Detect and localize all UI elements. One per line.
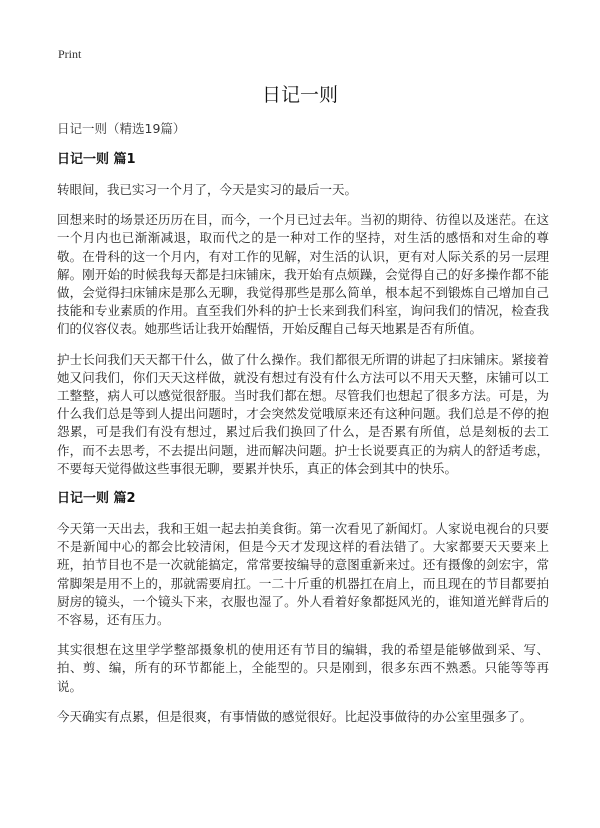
page-title: 日记一则 [261,84,338,106]
paragraph: 今天确实有点累，但是很爽，有事情做的感觉很好。比起没事做待的办公室里强多了。 [57,708,533,724]
section-heading: 日记一则 篇2 [57,491,136,507]
paragraph: 今天第一天出去，我和王姐一起去拍美食街。第一次看见了新闻灯。人家说电视台的只要不是新闻中心的都会比较清闲，但是今天才发现这样的看法错了。大家都要天天要来上班，拍节目也不是一次就能搞定，常常要按编导的意图重新来过。还有摄像的剑宏宇，常常脚架是用不上的，那就需要肩扛。一二十斤重的机器扛在肩上，而且现在的节目都要拍厨房的镜头，一个镜头下来，衣服也湿了。外人看着好象都挺风光的，谁知道光鲜背后的不容易，还有压力。 [57,521,549,628]
section-1 [57,151,549,478]
article-subtitle: 日记一则（精选19篇） [57,121,186,136]
paragraph: 回想来时的场景还历历在目，而今，一个月已过去年。当初的期待、彷徨以及迷茫。在这一个月内也已渐渐减退，取而代之的是一种对工作的坚持，对生活的感悟和对生命的尊敬。在骨科的这一个月内，有对工作的见解，对生活的认识，更有对人际关系的另一层理解。刚开始的时候我每天都是扫床铺床，我开始有点烦躁，会觉得自己的好多操作都不能做，会觉得扫床铺床是那么无聊，我觉得那些是那么简单，根本起不到锻炼自己增加自己技能和专业素质的作用。直至我们外科的护士长来到我们科室，询问我们的情况，检查我们的仪容仪表。她那些话让我开始醒悟，开始反醒自己每天地累是否有所值。 [57,212,549,337]
paragraph: 其实很想在这里学学整部摄象机的使用还有节目的编辑，我的希望是能够做到采、写、拍、剪、编，所有的环节都能上，全能型的。只是刚到，很多东西不熟悉。只能等等再说。 [57,642,549,694]
section-heading: 日记一则 篇1 [57,152,136,167]
paragraph: 转眼间，我已实习一个月了，今天是实习的最后一天。 [57,182,358,197]
paragraph: 护士长问我们天天都干什么，做了什么操作。我们都很无所谓的讲起了扫床铺床。紧接着她又问我们，你们天天这样做，就没有想过有没有什么方法可以不用天天整，床铺可以工工整整，病人可以感觉很舒服。当时我们都在想。尽管我们也想起了很多方法。可是，为什么我们总是等到人提出问题时，才会突然发觉哦原来还有这种问题。我们总是不停的抱怨累，可是我们有没有想过，累过后我们换回了什么，是否累有所值，总是刻板的去工作，而不去思考，不去提出问题，进而解决问题。护士长说要真正的为病人的舒适考虑，不要每天觉得做这些事很无聊，要累并快乐，真正的体会到其中的快乐。 [57,351,549,476]
section-2 [57,490,549,726]
print-label: Print [58,47,82,61]
article-body [57,120,549,738]
